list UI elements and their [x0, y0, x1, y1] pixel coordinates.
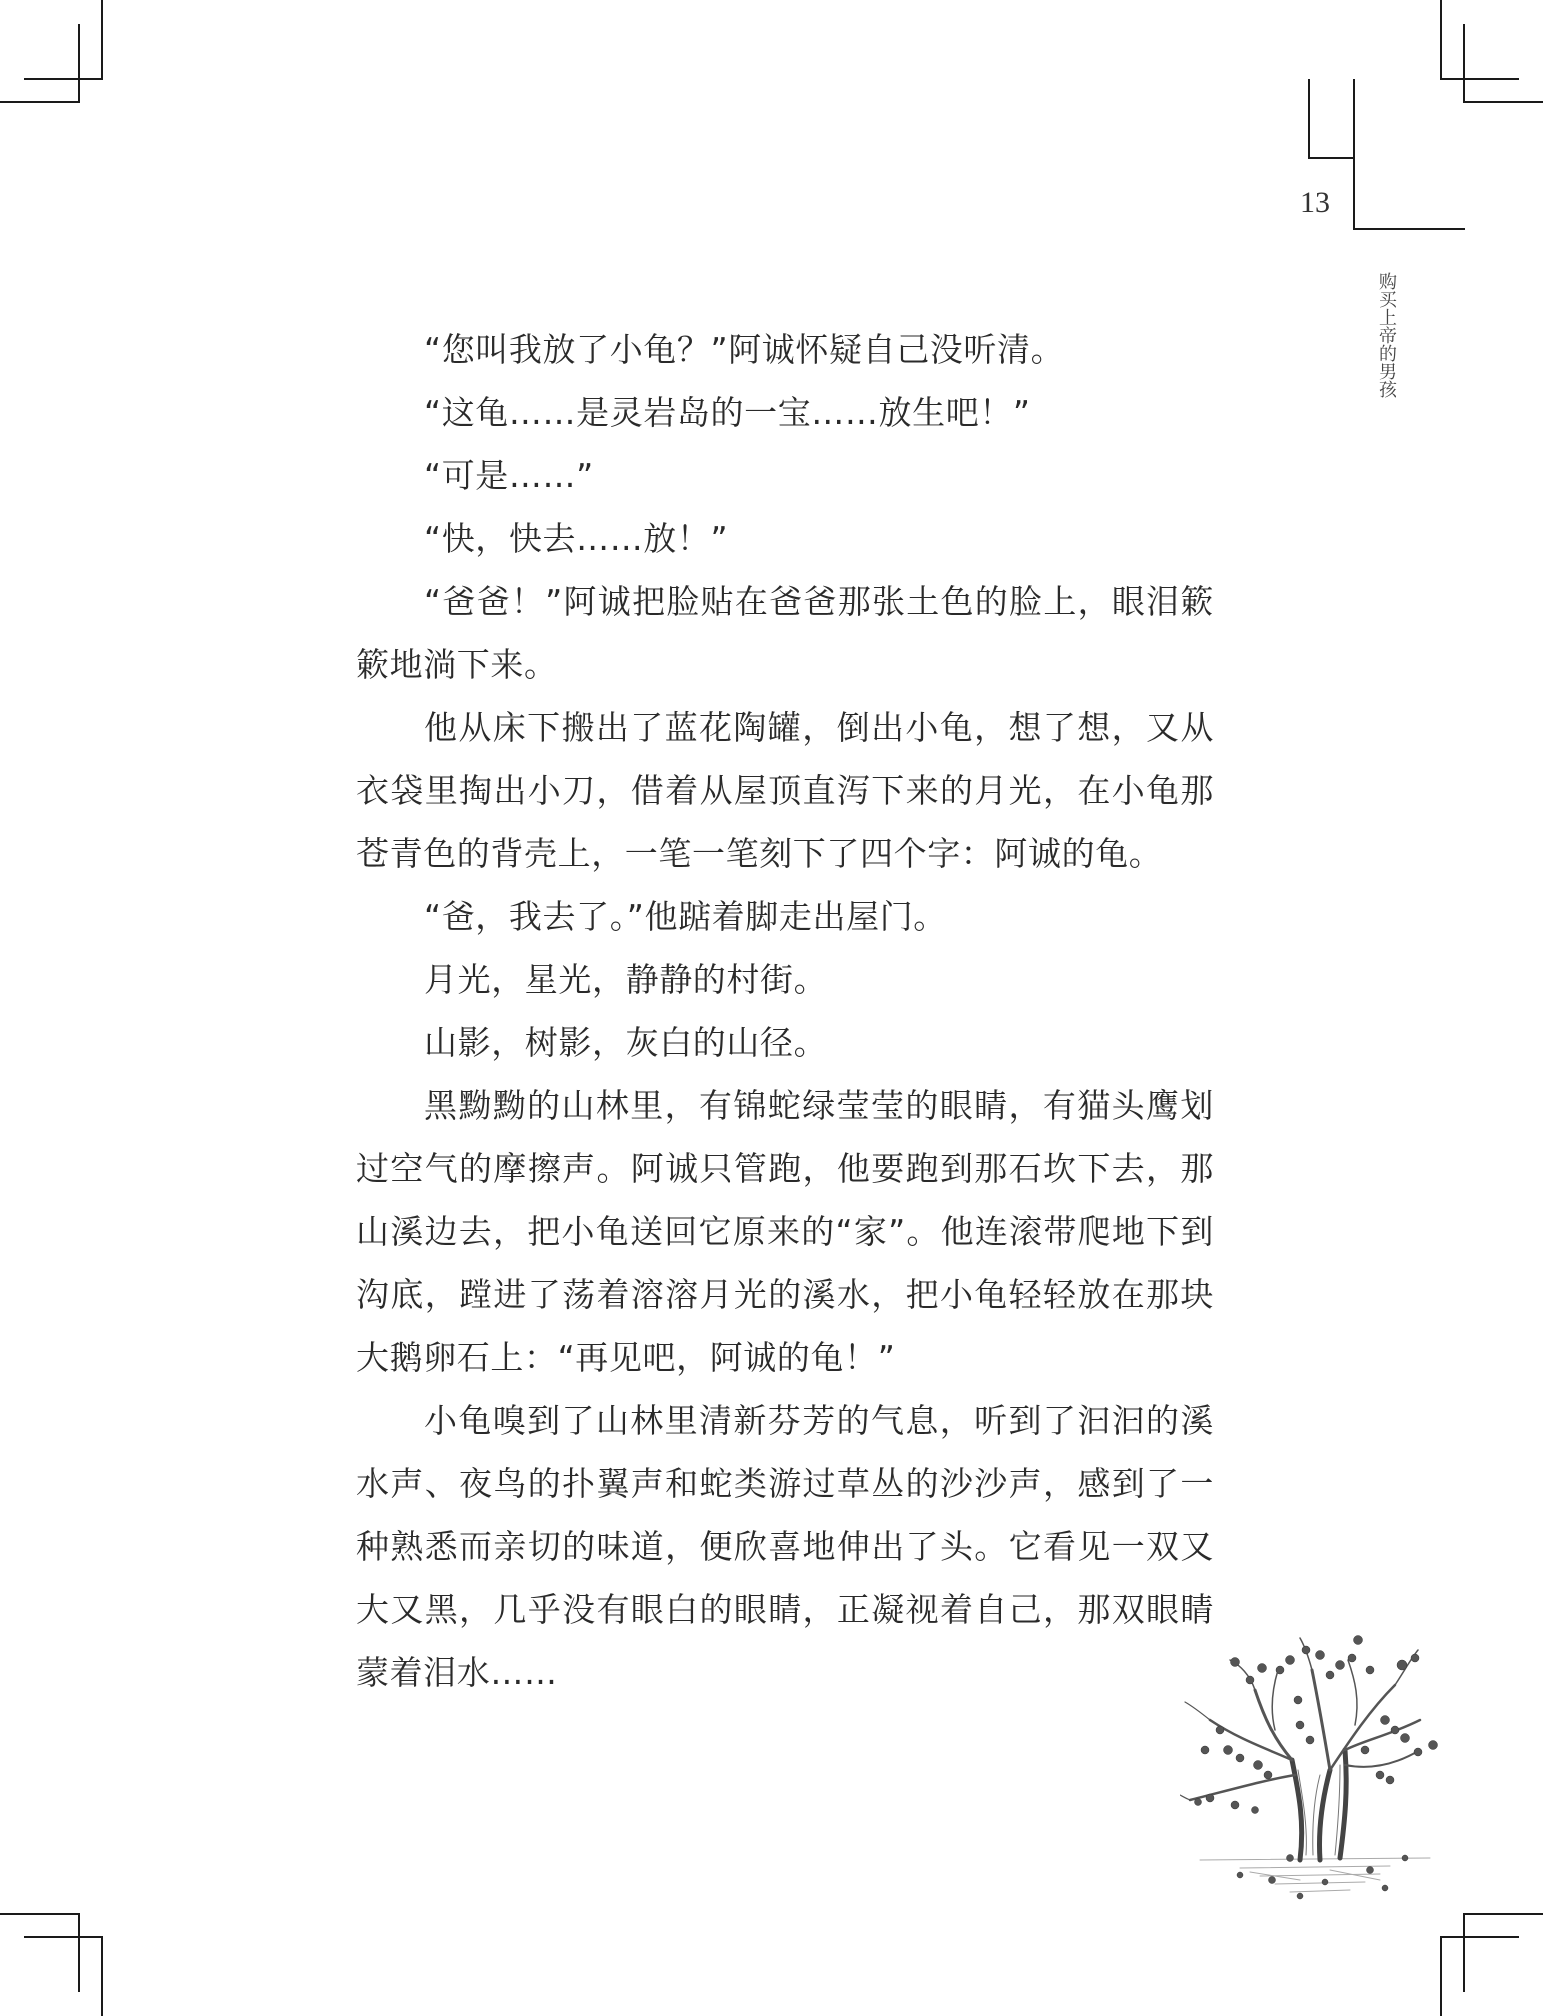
body-text [356, 318, 1214, 1704]
paragraph: “可是……” [424, 456, 594, 495]
running-title: 购买上帝的男孩 [1376, 272, 1397, 398]
paragraph: 小龟嗅到了山林里清新芬芳的气息，听到了汩汩的溪水声、夜鸟的扑翼声和蛇类游过草丛的沙沙声，感到了一种熟悉而亲切的味道，便欣喜地伸出了头。它看见一双又大又黑，几乎没有眼白的眼睛，正凝视着自己，那双眼睛蒙着泪水…… [356, 1401, 1214, 1692]
paragraph: 黑黝黝的山林里，有锦蛇绿莹莹的眼睛，有猫头鹰划过空气的摩擦声。阿诚只管跑，他要跑到那石坎下去，那山溪边去，把小龟送回它原来的“家”。他连滚带爬地下到沟底，蹚进了荡着溶溶月光的溪水，把小龟轻轻放在那块大鹅卵石上：“再见吧，阿诚的龟！” [356, 1086, 1214, 1377]
paragraph: “这龟……是灵岩岛的一宝……放生吧！” [424, 393, 1031, 432]
paragraph: “爸爸！”阿诚把脸贴在爸爸那张土色的脸上，眼泪簌簌地淌下来。 [356, 582, 1214, 684]
paragraph: “您叫我放了小龟？”阿诚怀疑自己没听清。 [424, 330, 1065, 369]
tree-sketch-icon [1180, 1630, 1450, 1930]
paragraph: 月光，星光，静静的村街。 [424, 960, 828, 999]
paragraph: “快，快去……放！” [424, 519, 729, 558]
page-number: 13 [1300, 186, 1330, 219]
paragraph: 他从床下搬出了蓝花陶罐，倒出小龟，想了想，又从衣袋里掏出小刀，借着从屋顶直泻下来的月光，在小龟那苍青色的背壳上，一笔一笔刻下了四个字：阿诚的龟。 [356, 708, 1214, 873]
paragraph: “爸，我去了。”他踮着脚走出屋门。 [424, 897, 947, 936]
paragraph: 山影，树影，灰白的山径。 [424, 1023, 828, 1062]
